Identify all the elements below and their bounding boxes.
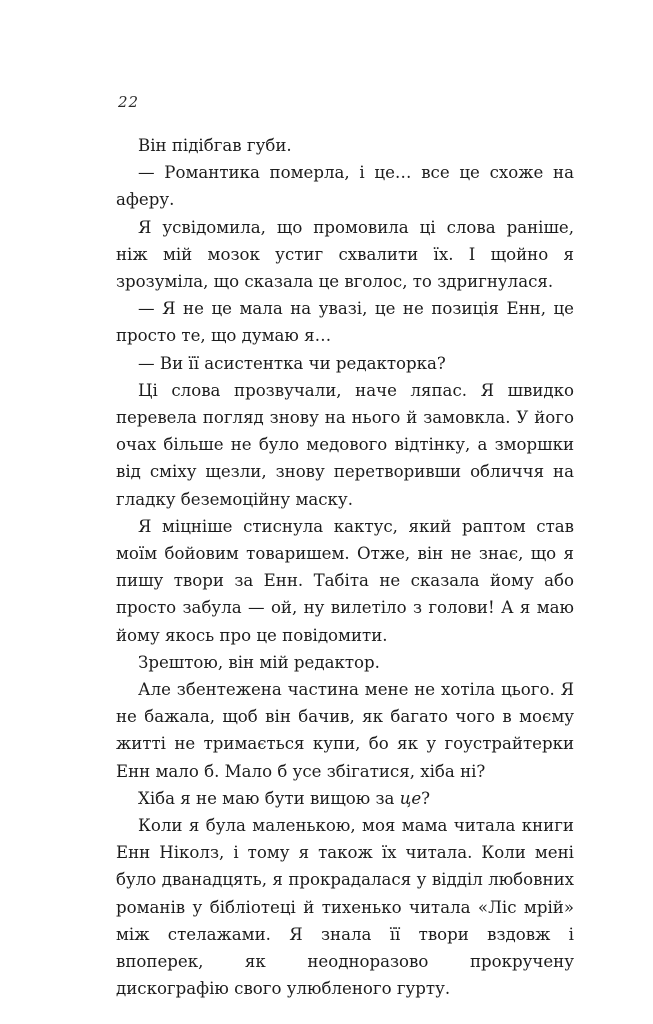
paragraph: Коли я була маленькою, моя мама читала книги Енн Ніколз, і тому я також їх читала. Коли мені було дванадцять, я прокрадалася у відділ любовних романів у бібліотеці й тихенько читала «Ліс мрій» між стелажами. Я знала її твори вздовж і впоперек, як неодноразово прокручену дискографію свого улюбленого гурту. [116, 816, 574, 999]
body-text [116, 132, 574, 1003]
text-run: ? [421, 788, 431, 808]
paragraph: — Романтика померла, і це… все це схоже на аферу. [116, 163, 574, 210]
emphasis-text: це [399, 788, 422, 808]
page-number: 22 [118, 93, 140, 111]
paragraph: Він підібгав губи. [138, 136, 292, 155]
text-run: Хіба я не маю бути вищою за [138, 788, 400, 808]
paragraph: — Ви її асистентка чи редакторка? [138, 353, 446, 373]
paragraph: Я міцніше стиснула кактус, який раптом став моїм бойовим товаришем. Отже, він не знає, що я пишу твори за Енн. Табіта не сказала йому або просто забула — ой, ну вилетіло з голови! А я маю йому якось про це повідомити. [116, 516, 574, 645]
paragraph-with-emphasis [116, 785, 574, 812]
paragraph: Ці слова прозвучали, наче ляпас. Я швидко перевела погляд знову на нього й замовкла. У його очах більше не було медового відтінку, а зморшки від сміху щезли, знову перетворивши обличчя на гладку беземоційну маску. [116, 380, 574, 509]
paragraph: — Я не це мала на увазі, це не позиція Енн, це просто те, що думаю я… [116, 299, 574, 346]
paragraph: Зрештою, він мій редактор. [138, 652, 380, 672]
paragraph: Але збентежена частина мене не хотіла цього. Я не бажала, щоб він бачив, як багато чого в моєму житті не тримається купи, бо як у гоустрайтерки Енн мало б. Мало б усе збігатися, хіба ні? [116, 680, 574, 781]
paragraph: Я усвідомила, що промовила ці слова раніше, ніж мій мозок устиг схвалити їх. І щойно я зрозуміла, що сказала це вголос, то здригнулася. [116, 217, 574, 292]
